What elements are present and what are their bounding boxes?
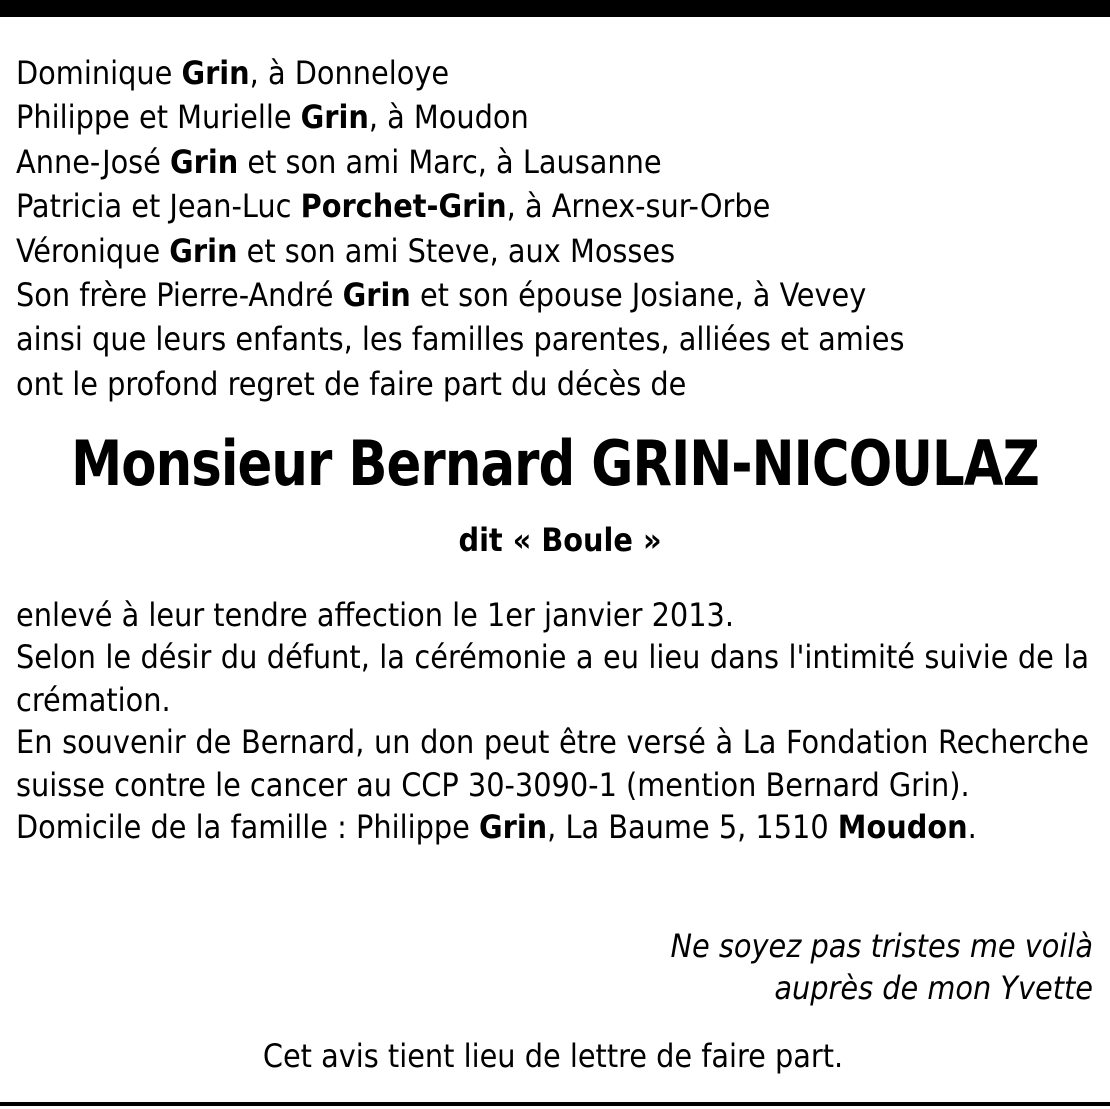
family-line-text: Dominique <box>16 54 182 92</box>
family-line-suffix: et son épouse Josiane, à Vevey <box>410 276 867 315</box>
family-surname: Grin <box>342 276 411 315</box>
family-line-text: Patricia et Jean-Luc <box>16 187 301 226</box>
family-line <box>16 95 1096 139</box>
family-line <box>16 229 1096 273</box>
closing-note <box>0 1036 1110 1076</box>
family-surname: Grin <box>170 142 239 181</box>
address-street: , La Baume 5, 1510 <box>547 808 838 847</box>
quote-line: auprès de mon Yvette <box>774 969 1093 1007</box>
passing-date-text: enlevé à leur tendre affection le 1er janvier 2013. <box>16 596 734 634</box>
bottom-rule <box>0 1102 1110 1106</box>
notice-body <box>16 594 1089 848</box>
family-surname: Porchet-Grin <box>300 187 507 226</box>
deceased-nickname: dit « Boule » <box>458 521 662 559</box>
family-line <box>16 51 1096 95</box>
deceased-name: Monsieur Bernard GRIN-NICOULAZ <box>71 427 1039 500</box>
family-line <box>16 317 1096 361</box>
address-surname: Grin <box>478 808 548 847</box>
family-line-suffix: et son ami Steve, aux Mosses <box>237 231 676 270</box>
family-address <box>16 806 1089 848</box>
family-line-text: Véronique <box>16 231 170 270</box>
closing-text: Cet avis tient lieu de lettre de faire part. <box>262 1037 844 1075</box>
family-surname: Grin <box>300 98 369 137</box>
family-line-text: Son frère Pierre-André <box>16 276 343 315</box>
family-line-suffix: et son ami Marc, à Lausanne <box>238 142 662 181</box>
address-label: Domicile de la famille : Philippe <box>16 808 479 847</box>
ceremony-text: Selon le désir du défunt, la cérémonie a eu lieu dans l'intimité suivie de la crémation. <box>16 638 1089 719</box>
family-list <box>16 51 1096 406</box>
quote-line: Ne soyez pas tristes me voilà <box>670 927 1093 965</box>
address-town: Moudon <box>837 808 968 847</box>
family-line <box>16 184 1096 228</box>
family-line-text: ont le profond regret de faire part du décès de <box>16 364 687 403</box>
farewell-quote <box>671 925 1094 1009</box>
family-line <box>16 273 1096 317</box>
family-line-text: ainsi que leurs enfants, les familles parentes, alliées et amies <box>16 320 905 359</box>
family-surname: Grin <box>181 54 250 92</box>
family-line <box>16 362 1096 406</box>
deceased-heading <box>0 424 1110 558</box>
family-surname: Grin <box>169 231 238 270</box>
family-line-text: Philippe et Murielle <box>16 98 301 137</box>
family-line-text: Anne-José <box>16 142 171 181</box>
family-line-suffix: , à Moudon <box>368 98 529 137</box>
family-line-suffix: , à Arnex-sur-Orbe <box>506 187 771 226</box>
donation-text: En souvenir de Bernard, un don peut être versé à La Fondation Recherche suisse contre le cancer au CCP 30-3090-1 (mention Bernard Grin). <box>16 723 1089 804</box>
address-end: . <box>967 808 977 847</box>
top-rule <box>0 0 1110 17</box>
family-line <box>16 140 1096 184</box>
family-line-suffix: , à Donneloye <box>249 54 450 92</box>
